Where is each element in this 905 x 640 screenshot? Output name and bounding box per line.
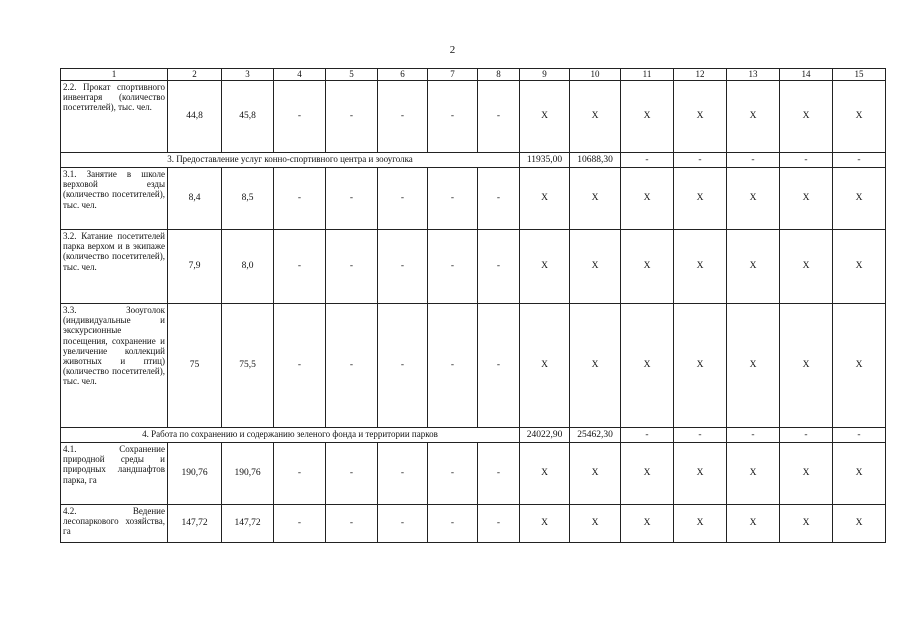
table-cell: X xyxy=(520,230,570,304)
table-cell: - xyxy=(727,428,780,443)
table-cell: X xyxy=(833,443,886,505)
table-cell: 10688,30 xyxy=(570,153,621,168)
table-cell: - xyxy=(428,230,478,304)
table-cell: - xyxy=(378,304,428,428)
table-cell: - xyxy=(674,428,727,443)
table-cell: - xyxy=(274,505,326,543)
table-cell: - xyxy=(621,153,674,168)
table-cell: X xyxy=(833,168,886,230)
table-row xyxy=(61,168,886,230)
table-cell: X xyxy=(621,505,674,543)
table-cell: X xyxy=(621,443,674,505)
table-cell: X xyxy=(674,230,727,304)
table-cell: X xyxy=(674,505,727,543)
table-cell: - xyxy=(274,168,326,230)
page-number: 2 xyxy=(449,44,456,56)
table-cell: X xyxy=(570,230,621,304)
table-cell: X xyxy=(780,505,833,543)
table-cell: X xyxy=(780,168,833,230)
table-cell: 147,72 xyxy=(168,505,222,543)
table-cell: X xyxy=(727,443,780,505)
table-row xyxy=(61,443,886,505)
table-cell: X xyxy=(520,304,570,428)
table-cell: - xyxy=(274,443,326,505)
table-cell: X xyxy=(621,81,674,153)
table-cell: X xyxy=(833,505,886,543)
table-cell: X xyxy=(674,81,727,153)
section-row xyxy=(61,428,886,443)
table-cell: X xyxy=(520,81,570,153)
table-cell: X xyxy=(570,304,621,428)
table-row xyxy=(61,81,886,153)
header-cell: 5 xyxy=(326,69,378,81)
table-cell: X xyxy=(833,230,886,304)
table-cell: - xyxy=(378,81,428,153)
table-cell: X xyxy=(674,443,727,505)
header-cell: 4 xyxy=(274,69,326,81)
table-cell: 147,72 xyxy=(222,505,274,543)
header-cell: 6 xyxy=(378,69,428,81)
table-cell: X xyxy=(621,168,674,230)
table-cell: 7,9 xyxy=(168,230,222,304)
table-cell: 190,76 xyxy=(222,443,274,505)
header-cell: 13 xyxy=(727,69,780,81)
table-cell: - xyxy=(674,153,727,168)
row-label: 4.2. Ведение лесопаркового хозяйства, га xyxy=(61,505,168,543)
table-cell: 44,8 xyxy=(168,81,222,153)
table-cell: 75,5 xyxy=(222,304,274,428)
row-label: 4.1. Сохранение природной среды и природных ландшафтов парка, га xyxy=(61,443,168,505)
header-cell: 14 xyxy=(780,69,833,81)
table-cell: - xyxy=(274,304,326,428)
table-cell: X xyxy=(780,81,833,153)
header-cell: 3 xyxy=(222,69,274,81)
table-cell: - xyxy=(378,443,428,505)
table-row xyxy=(61,230,886,304)
table-cell: - xyxy=(428,304,478,428)
row-label: 3.1. Занятие в школе верховой езды (количество посетителей), тыс. чел. xyxy=(61,168,168,230)
row-label: 3.2. Катание посетителей парка верхом и в экипаже (количество посетителей), тыс. чел. xyxy=(61,230,168,304)
table-cell: - xyxy=(326,505,378,543)
header-cell: 10 xyxy=(570,69,621,81)
section-title: 3. Предоставление услуг конно-спортивного центра и зооуголка xyxy=(61,153,520,168)
table-cell: 8,0 xyxy=(222,230,274,304)
table-cell: X xyxy=(674,304,727,428)
header-row xyxy=(61,69,886,81)
table-cell: - xyxy=(326,304,378,428)
header-cell: 7 xyxy=(428,69,478,81)
table-cell: - xyxy=(326,443,378,505)
table-row xyxy=(61,505,886,543)
header-cell: 12 xyxy=(674,69,727,81)
table-cell: - xyxy=(428,443,478,505)
table-cell: - xyxy=(780,428,833,443)
table-cell: X xyxy=(833,304,886,428)
header-cell: 11 xyxy=(621,69,674,81)
table-cell: X xyxy=(570,81,621,153)
table-cell: X xyxy=(727,505,780,543)
table-cell: 25462,30 xyxy=(570,428,621,443)
table-cell: X xyxy=(520,505,570,543)
table-cell: X xyxy=(727,230,780,304)
table-cell: X xyxy=(674,168,727,230)
table-cell: X xyxy=(621,304,674,428)
table-cell: X xyxy=(520,168,570,230)
table-cell: - xyxy=(326,81,378,153)
table-cell: - xyxy=(326,168,378,230)
table-cell: 8,5 xyxy=(222,168,274,230)
table-cell: - xyxy=(326,230,378,304)
table-cell: 190,76 xyxy=(168,443,222,505)
table-cell: X xyxy=(570,505,621,543)
table-cell: X xyxy=(570,443,621,505)
table-cell: X xyxy=(780,443,833,505)
table-cell: - xyxy=(274,81,326,153)
table-cell: X xyxy=(727,81,780,153)
header-cell: 15 xyxy=(833,69,886,81)
table-cell: - xyxy=(478,505,520,543)
table-cell: X xyxy=(780,230,833,304)
header-cell: 8 xyxy=(478,69,520,81)
table-cell: - xyxy=(274,230,326,304)
table-cell: 8,4 xyxy=(168,168,222,230)
section-title: 4. Работа по сохранению и содержанию зеленого фонда и территории парков xyxy=(61,428,520,443)
table-cell: - xyxy=(727,153,780,168)
table-cell: - xyxy=(378,505,428,543)
header-cell: 9 xyxy=(520,69,570,81)
report-table xyxy=(60,68,886,543)
section-row xyxy=(61,153,886,168)
table-cell: X xyxy=(833,81,886,153)
table-cell: X xyxy=(727,304,780,428)
table-cell: 24022,90 xyxy=(520,428,570,443)
row-label: 3.3. Зооуголок (индивидуальные и экскурсионные посещения, сохранение и увеличение коллекций животных и птиц) (количество посетителей), тыс. чел. xyxy=(61,304,168,428)
header-cell: 1 xyxy=(61,69,168,81)
table-cell: - xyxy=(478,443,520,505)
table-cell: - xyxy=(428,505,478,543)
table-cell: - xyxy=(428,168,478,230)
table-cell: X xyxy=(570,168,621,230)
table-cell: X xyxy=(780,304,833,428)
row-label: 2.2. Прокат спортивного инвентаря (количество посетителей), тыс. чел. xyxy=(61,81,168,153)
table-cell: - xyxy=(378,230,428,304)
table-cell: X xyxy=(520,443,570,505)
table-cell: - xyxy=(833,428,886,443)
table-cell: 75 xyxy=(168,304,222,428)
table-cell: - xyxy=(428,81,478,153)
table-cell: - xyxy=(478,304,520,428)
table-cell: - xyxy=(780,153,833,168)
header-cell: 2 xyxy=(168,69,222,81)
table-cell: - xyxy=(621,428,674,443)
table-cell: 11935,00 xyxy=(520,153,570,168)
table-cell: X xyxy=(727,168,780,230)
table-cell: - xyxy=(478,230,520,304)
table-cell: - xyxy=(833,153,886,168)
table-cell: - xyxy=(378,168,428,230)
table-cell: X xyxy=(621,230,674,304)
table-row xyxy=(61,304,886,428)
table-cell: 45,8 xyxy=(222,81,274,153)
table-cell: - xyxy=(478,168,520,230)
table-cell: - xyxy=(478,81,520,153)
